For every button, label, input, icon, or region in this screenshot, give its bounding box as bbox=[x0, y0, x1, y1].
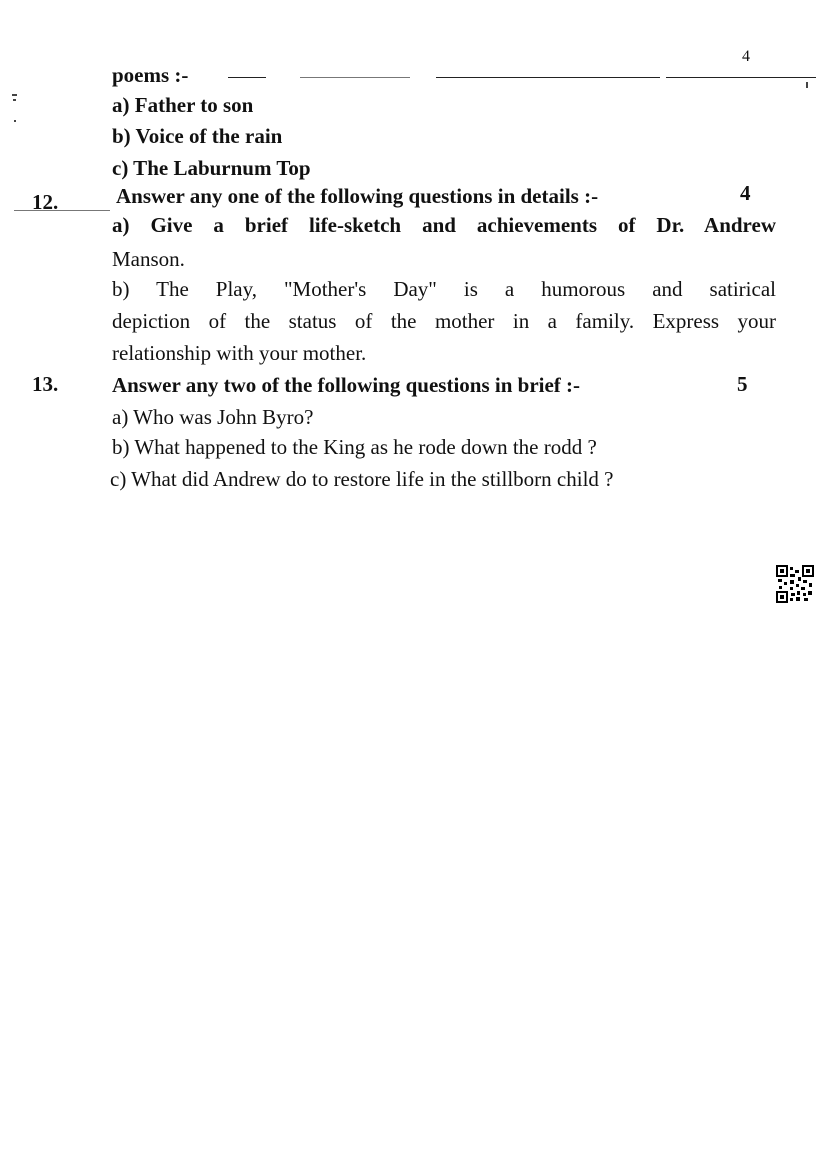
question-number: 12. bbox=[32, 190, 59, 214]
rule-segment bbox=[300, 77, 410, 78]
question-option: a) Give a brief life-sketch and achievements of Dr. Andrew bbox=[112, 213, 776, 237]
question-heading: Answer any one of the following questions in details :- bbox=[116, 184, 599, 208]
question-item: c) What did Andrew do to restore life in the stillborn child ? bbox=[110, 467, 614, 491]
question-option-continuation: depiction of the status of the mother in a family. Express your bbox=[112, 309, 776, 333]
question-marks: 5 bbox=[737, 372, 748, 396]
question-option-continuation: Manson. bbox=[112, 247, 185, 271]
page-number: 4 bbox=[742, 48, 750, 65]
question-option: b) The Play, "Mother's Day" is a humorous and satirical bbox=[112, 277, 776, 301]
rule-segment bbox=[436, 77, 660, 78]
question-number: 13. bbox=[32, 372, 59, 396]
poems-lead: poems :- bbox=[112, 63, 189, 87]
question-option-continuation: relationship with your mother. bbox=[112, 341, 367, 365]
rule-segment bbox=[666, 77, 816, 78]
poem-item: a) Father to son bbox=[112, 93, 254, 117]
qr-code-icon bbox=[776, 565, 814, 603]
scan-speck bbox=[14, 120, 16, 122]
question-item: a) Who was John Byro? bbox=[112, 405, 314, 429]
question-marks: 4 bbox=[740, 181, 751, 205]
scan-speck bbox=[12, 94, 17, 96]
poem-item: c) The Laburnum Top bbox=[112, 156, 311, 180]
question-heading: Answer any two of the following questions in brief :- bbox=[112, 373, 581, 397]
rule-segment bbox=[228, 77, 266, 78]
scan-speck bbox=[806, 82, 808, 88]
scan-speck bbox=[13, 99, 16, 101]
poem-item: b) Voice of the rain bbox=[112, 124, 283, 148]
question-item: b) What happened to the King as he rode down the rodd ? bbox=[112, 435, 597, 459]
rule-segment bbox=[14, 210, 110, 211]
